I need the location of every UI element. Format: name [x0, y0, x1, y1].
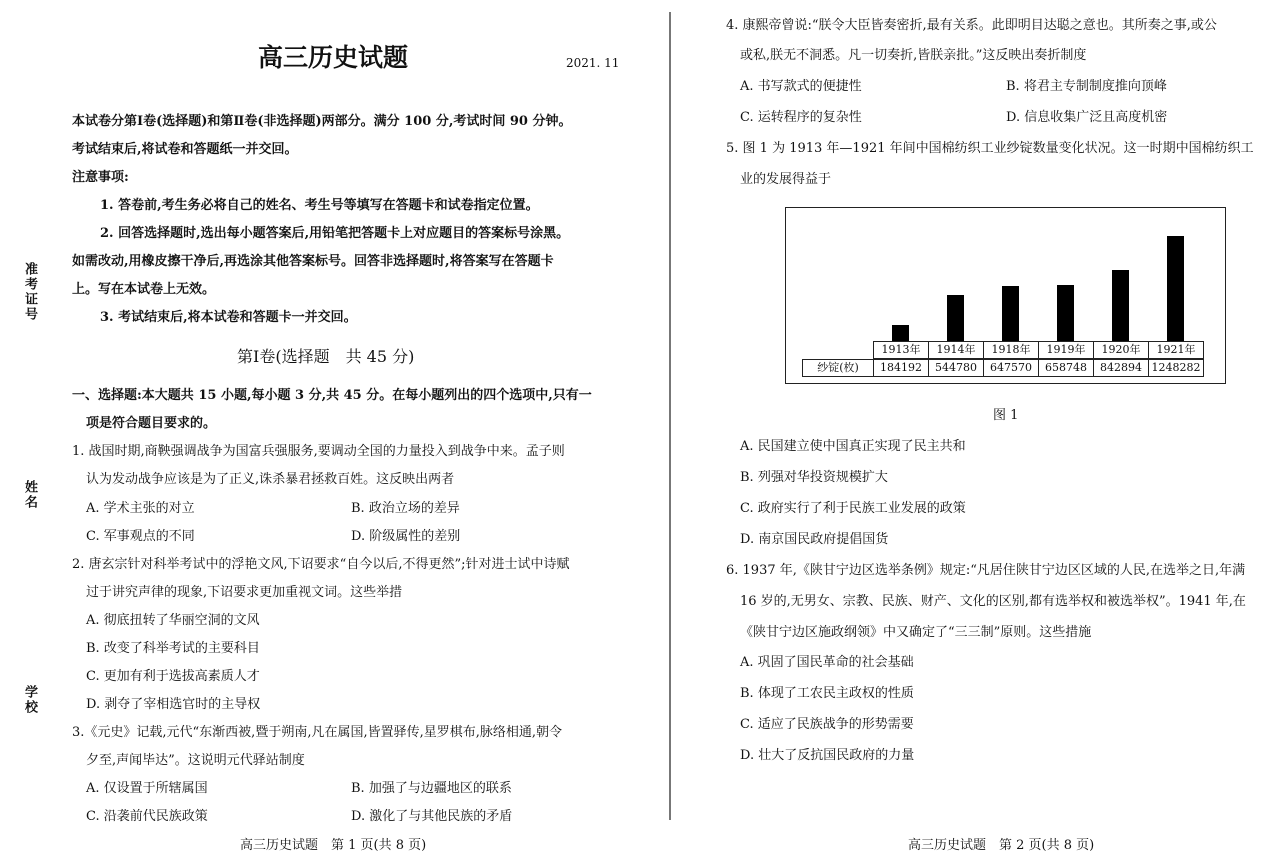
option-d: D. 信息收集广泛且高度机密: [1006, 110, 1168, 125]
notice-heading: 注意事项:: [72, 170, 129, 185]
chart-bar: [1112, 270, 1129, 341]
option-b: B. 体现了工农民主政权的性质: [740, 686, 914, 701]
option-b: B. 加强了与边疆地区的联系: [351, 781, 512, 796]
table-year-cell: 1913年: [873, 341, 929, 359]
page-divider: [669, 12, 671, 820]
question-stem: 夕至,声闻毕达”。这说明元代驿站制度: [86, 753, 305, 768]
option-b: B. 将君主专制制度推向顶峰: [1006, 79, 1167, 94]
question-stem: 过于讲究声律的现象,下诏要求更加重视文词。这些举措: [86, 585, 403, 600]
chart-bar: [892, 325, 909, 341]
option-c: C. 运转程序的复杂性: [740, 110, 862, 125]
intro-line: 本试卷分第Ⅰ卷(选择题)和第Ⅱ卷(非选择题)两部分。满分 100 分,考试时间 90 分钟。: [72, 114, 572, 129]
notice-item: 1. 答卷前,考生务必将自己的姓名、考生号等填写在答题卡和试卷指定位置。: [100, 198, 539, 213]
option-a: A. 学术主张的对立: [86, 501, 195, 516]
school-label: 学校: [22, 685, 37, 715]
page-footer: 高三历史试题 第 1 页(共 8 页): [240, 838, 427, 853]
table-value-cell: 184192: [873, 359, 929, 377]
chart-bar: [1167, 236, 1184, 341]
option-b: B. 改变了科举考试的主要科目: [86, 641, 260, 656]
option-c: C. 政府实行了利于民族工业发展的政策: [740, 501, 966, 516]
option-c: C. 更加有利于选拔高素质人才: [86, 669, 260, 684]
question-stem: 《陕甘宁边区施政纲领》中又确定了“三三制”原则。这些措施: [740, 625, 1092, 640]
figure-caption: 图 1: [993, 408, 1019, 423]
table-value-cell: 647570: [983, 359, 1039, 377]
option-d: D. 剥夺了宰相选官时的主导权: [86, 697, 261, 712]
notice-item: 如需改动,用橡皮擦干净后,再选涂其他答案标号。回答非选择题时,将答案写在答题卡: [72, 254, 554, 269]
page-title: 高三历史试题: [258, 43, 409, 72]
question-stem: 认为发动战争应该是为了正义,诛杀暴君拯救百姓。这反映出两者: [86, 472, 455, 487]
question-stem: 业的发展得益于: [740, 172, 832, 187]
table-year-cell: 1920年: [1093, 341, 1149, 359]
option-a: A. 彻底扭转了华丽空洞的文风: [86, 613, 260, 628]
chart-bar: [947, 295, 964, 341]
option-a: A. 仅设置于所辖属国: [86, 781, 208, 796]
option-c: C. 军事观点的不同: [86, 529, 195, 544]
table-value-cell: 544780: [928, 359, 984, 377]
option-b: B. 列强对华投资规模扩大: [740, 470, 888, 485]
option-c: C. 沿袭前代民族政策: [86, 809, 208, 824]
option-a: A. 书写款式的便捷性: [740, 79, 862, 94]
question-stem: 或私,朕无不洞悉。凡一切奏折,皆朕亲批。”这反映出奏折制度: [740, 48, 1087, 63]
table-year-cell: 1914年: [928, 341, 984, 359]
option-d: D. 南京国民政府提倡国货: [740, 532, 889, 547]
table-year-cell: 1921年: [1148, 341, 1204, 359]
name-label: 姓名: [22, 480, 37, 510]
table-value-cell: 658748: [1038, 359, 1094, 377]
table-value-cell: 842894: [1093, 359, 1149, 377]
option-a: A. 民国建立使中国真正实现了民主共和: [740, 439, 966, 454]
notice-item: 3. 考试结束后,将本试卷和答题卡一并交回。: [100, 310, 357, 325]
table-year-cell: 1919年: [1038, 341, 1094, 359]
exam-date: 2021. 11: [566, 56, 620, 70]
option-d: D. 阶级属性的差别: [351, 529, 461, 544]
instruction: 项是符合题目要求的。: [86, 416, 217, 431]
chart-bar: [1057, 285, 1074, 341]
chart-bar: [1002, 286, 1019, 341]
option-d: D. 激化了与其他民族的矛盾: [351, 809, 513, 824]
option-a: A. 巩固了国民革命的社会基础: [740, 655, 914, 670]
spindle-bar-chart: [785, 207, 1226, 384]
table-row-label: 纱锭(枚): [802, 359, 874, 377]
table-year-cell: 1918年: [983, 341, 1039, 359]
exam-number-label: 准考证号: [22, 262, 37, 322]
option-c: C. 适应了民族战争的形势需要: [740, 717, 914, 732]
question-stem: 2. 唐玄宗针对科举考试中的浮艳文风,下诏要求“自今以后,不得更然”;针对进士试中诗赋: [72, 557, 570, 572]
section-heading: 第Ⅰ卷(选择题 共 45 分): [237, 347, 415, 366]
question-stem: 3.《元史》记载,元代“东渐西被,暨于朔南,凡在属国,皆置驿传,星罗棋布,脉络相通,朝令: [72, 725, 562, 740]
question-stem: 4. 康熙帝曾说:“朕令大臣皆奏密折,最有关系。此即明目达聪之意也。其所奏之事,或公: [726, 18, 1217, 33]
notice-item: 上。写在本试卷上无效。: [72, 282, 216, 297]
option-d: D. 壮大了反抗国民政府的力量: [740, 748, 915, 763]
option-b: B. 政治立场的差异: [351, 501, 460, 516]
intro-line: 考试结束后,将试卷和答题纸一并交回。: [72, 142, 298, 157]
question-stem: 1. 战国时期,商鞅强调战争为国富兵强服务,要调动全国的力量投入到战争中来。孟子则: [72, 444, 565, 459]
instruction: 一、选择题:本大题共 15 小题,每小题 3 分,共 45 分。在每小题列出的四个选项中,只有一: [72, 388, 592, 403]
question-stem: 5. 图 1 为 1913 年—1921 年间中国棉纺织工业纱锭数量变化状况。这一时期中国棉纺织工: [726, 141, 1254, 156]
page-footer: 高三历史试题 第 2 页(共 8 页): [908, 838, 1095, 853]
notice-item: 2. 回答选择题时,选出每小题答案后,用铅笔把答题卡上对应题目的答案标号涂黑。: [100, 226, 570, 241]
question-stem: 16 岁的,无男女、宗教、民族、财产、文化的区别,都有选举权和被选举权”。1941 年,在: [740, 594, 1246, 609]
table-value-cell: 1248282: [1148, 359, 1204, 377]
question-stem: 6. 1937 年,《陕甘宁边区选举条例》规定:“凡居住陕甘宁边区区域的人民,在选举之日,年满: [726, 563, 1246, 578]
